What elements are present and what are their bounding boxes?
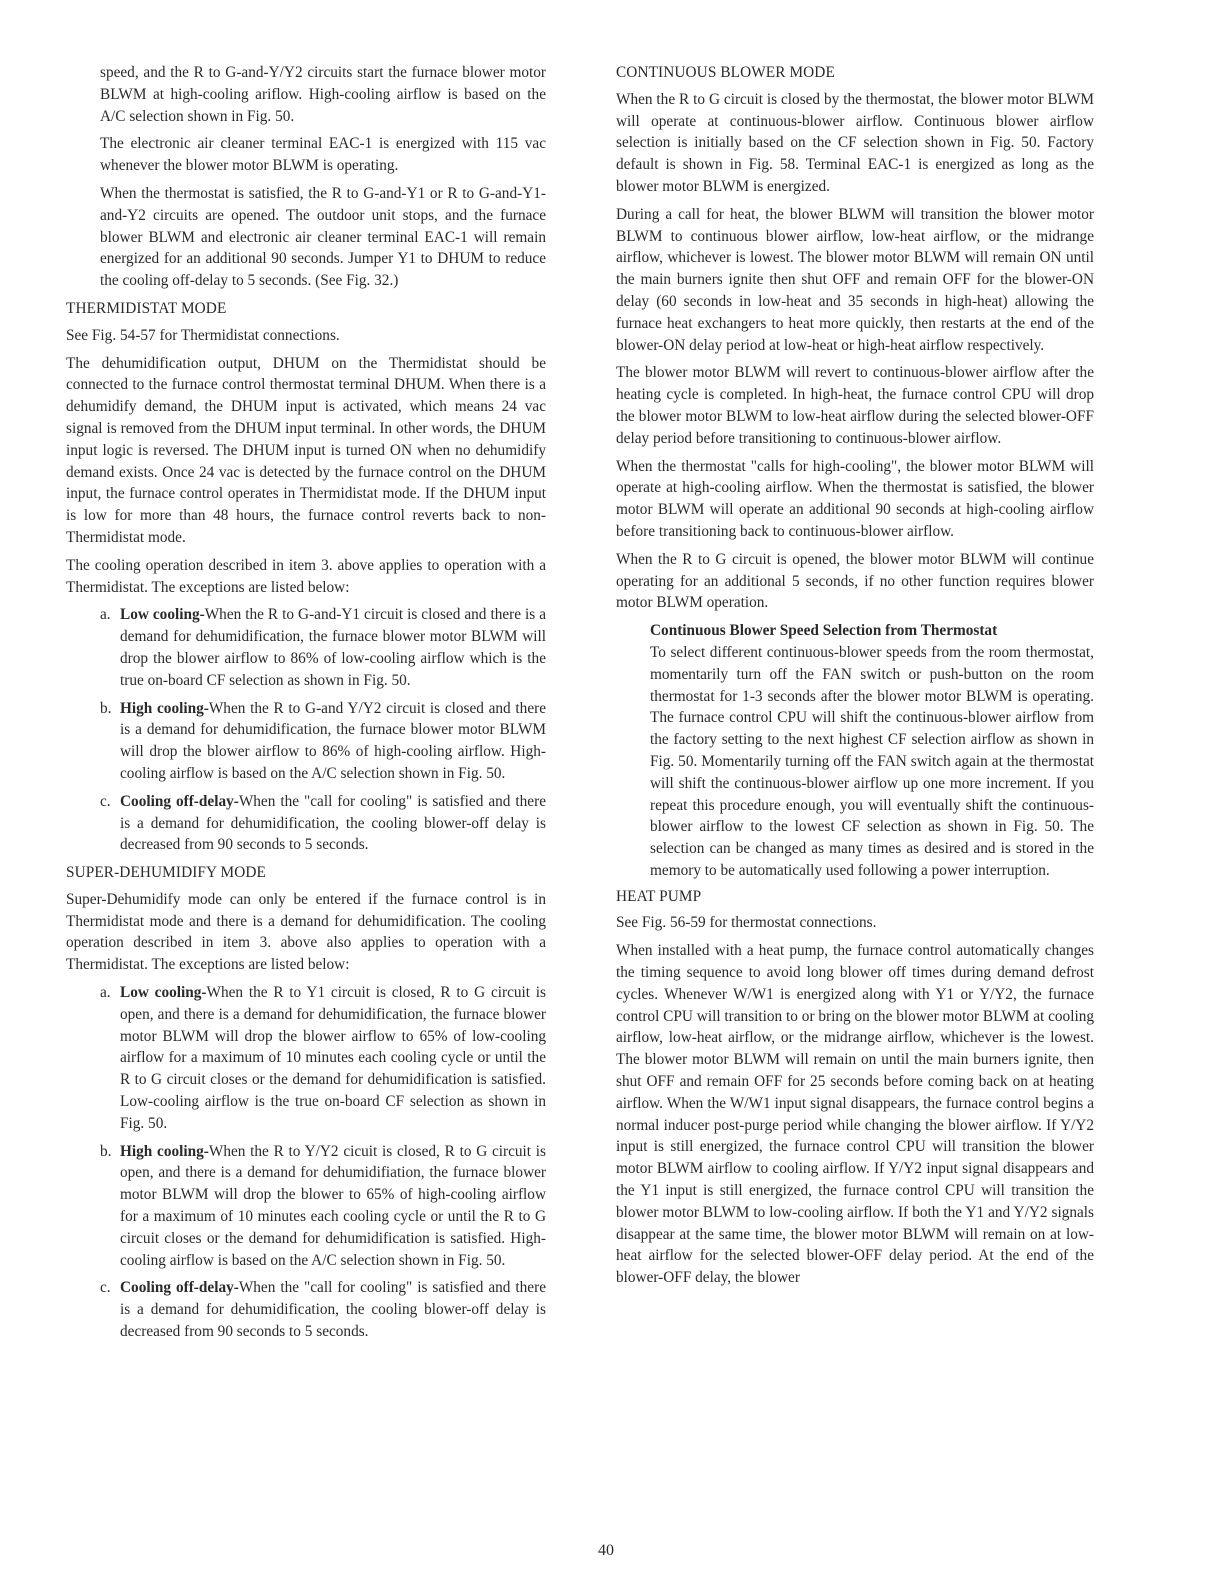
list-item [66,604,546,691]
subsection [616,620,1094,882]
list-item [66,1277,546,1342]
list-item [66,982,546,1135]
paragraph: speed, and the R to G-and-Y/Y2 circuits start the furnace blower motor BLWM at high-cooling ariflow. High-cooling airflow is based on the A/C selection shown in Fig. 50. [100,64,546,125]
list-term: Low cooling- [120,606,205,624]
section-heading-super-dehumidify: SUPER-DEHUMIDIFY MODE [66,864,266,882]
list-term: High cooling- [120,1142,209,1160]
paragraph: The electronic air cleaner terminal EAC-1 is energized with 115 vac whenever the blower motor BLWM is operating. [100,135,546,175]
list-text: When the R to G-and-Y1 circuit is closed and there is a demand for dehumidification, the furnace blower motor BLWM will drop the blower airflow to 86% of low-cooling airflow which is the true on-board CF selection as shown in Fig. 50. [120,606,546,689]
list-text: When the "call for cooling" is satisfied and there is a demand for dehumidification, the cooling blower-off delay is decreased from 90 seconds to 5 seconds. [120,792,546,854]
paragraph: During a call for heat, the blower BLWM will transition the blower motor BLWM to continuous blower airflow, low-heat airflow, or the midrange airflow, whichever is lowest. The blower motor BLWM will remain ON until the main burners ignite then shut OFF and remain OFF for the blower-ON delay (60 seconds in low-heat and 35 seconds in high-heat) allowing the furnace heat exchangers to heat more quickly, then restarts at the end of the blower-ON delay period at low-heat or high-heat airflow respectively. [616,205,1094,354]
list-label: b. [100,699,112,717]
paragraph: When the R to G circuit is opened, the blower motor BLWM will continue operating for an additional 5 seconds, if no other function requires blower motor BLWM operation. [616,550,1094,612]
list-label: b. [100,1142,112,1160]
list-term: Cooling off-delay- [120,792,239,810]
list-text: When the R to Y/Y2 cicuit is closed, R to G circuit is open, and there is a demand for dehumidifiation, the furnace blower motor BLWM will drop the blower to 65% of high-cooling airflow for a maximum of 10 minutes each cooling cycle or until the R to G circuit closes or the demand for dehumidification is satisfied. High-cooling airflow is based on the A/C selection shown in Fig. 50. [120,1142,547,1269]
paragraph: See Fig. 56-59 for thermostat connections. [616,914,877,932]
list-label: a. [100,606,111,624]
left-column [66,62,546,1349]
list-label: c. [100,1279,111,1297]
list-term: Cooling off-delay- [120,1279,239,1297]
subsection-heading: Continuous Blower Speed Selection from Thermostat [650,622,998,640]
paragraph: The cooling operation described in item 3. above applies to operation with a Thermidistat. The exceptions are listed below: [66,556,546,596]
list-text: When the "call for cooling" is satisfied and there is a demand for dehumidification, the cooling blower-off delay is decreased from 90 seconds to 5 seconds. [120,1279,546,1341]
list-text: When the R to G-and Y/Y2 circuit is closed and there is a demand for dehumidification, the furnace blower motor BLWM will drop the blower airflow to 86% of high-cooling airflow. High-cooling airflow is based on the A/C selection shown in Fig. 50. [120,699,546,782]
list-item [66,1141,546,1272]
paragraph: When installed with a heat pump, the furnace control automatically changes the timing sequence to avoid long blower off times during demand defrost cycles. Whenever W/W1 is energized along with Y1 or Y/Y2, the furnace control CPU will transition to or bring on the blower motor BLWM at cooling airflow, low-heat airflow, or the midrange airflow, whichever is the lowest. The blower motor BLWM will remain on until the main burners ignite, then shut OFF and remain OFF for 25 seconds before coming back on at heating airflow. When the W/W1 input signal disappears, the furnace control begins a normal inducer post-purge period while changing the blower airflow. If Y/Y2 input is still energized, the furnace control CPU will transition the blower motor BLWM airflow to cooling airflow. If Y/Y2 input signal disappears and the Y1 input is still energized, the furnace control CPU will transition the blower motor BLWM to low-cooling airflow. If both the Y1 and Y/Y2 signals disappear at the same time, the blower motor BLWM will remain on at low-heat airflow for the selected blower-OFF delay period. At the end of the blower-OFF delay, the blower [616,942,1094,1287]
list-term: High cooling- [120,699,209,717]
section-heading-continuous-blower: CONTINUOUS BLOWER MODE [616,64,835,81]
list-item [66,698,546,785]
list-label: a. [100,984,111,1002]
paragraph: See Fig. 54-57 for Thermidistat connections. [66,326,340,344]
paragraph: Super-Dehumidify mode can only be entered if the furnace control is in Thermidistat mode and there is a demand for dehumidification. The cooling operation described in item 3. above also applies to operation with a Thermidistat. The exceptions are listed below: [66,890,546,974]
right-column [616,62,1094,1295]
list-term: Low cooling- [120,984,207,1002]
subsection-text: To select different continuous-blower speeds from the room thermostat, momentarily turn off the FAN switch or push-button on the room thermostat for 1-3 seconds after the blower motor BLWM is operating. The furnace control CPU will shift the continuous-blower airflow from the factory setting to the next highest CF selection airflow as shown in Fig. 50. Momentarily turning off the FAN switch again at the thermostat will shift the continuous-blower airflow up one more increment. If you repeat this procedure enough, you will eventually shift the continuous-blower airflow to the lowest CF selection as shown in Fig. 50. The selection can be changed as many times as desired and is stored in the memory to be automatically used following a power interruption. [650,643,1094,879]
paragraph: The blower motor BLWM will revert to continuous-blower airflow after the heating cycle is completed. In high-heat, the furnace control CPU will drop the blower motor BLWM to low-heat airflow during the selected blower-OFF delay period before transitioning to continuous-blower airflow. [616,364,1094,447]
paragraph: The dehumidification output, DHUM on the Thermidistat should be connected to the furnace control thermostat terminal DHUM. When there is a dehumidify demand, the DHUM input is activated, which means 24 vac signal is removed from the DHUM input terminal. In other words, the DHUM input logic is reversed. The DHUM input is turned ON when no dehumidify demand exists. Once 24 vac is detected by the furnace control on the DHUM input, the furnace control operates in Thermidistat mode. If the DHUM input is low for more than 48 hours, the furnace control reverts back to non-Thermidistat mode. [66,354,546,546]
list-label: c. [100,792,111,810]
paragraph: When the thermostat "calls for high-cooling", the blower motor BLWM will operate at high-cooling airflow. When the thermostat is satisfied, the blower motor BLWM will operate an additional 90 seconds at high-cooling airflow before transitioning back to continuous-blower airflow. [616,457,1094,540]
paragraph: When the thermostat is satisfied, the R to G-and-Y1 or R to G-and-Y1-and-Y2 circuits are opened. The outdoor unit stops, and the furnace blower BLWM and electronic air cleaner terminal EAC-1 will remain energized for an additional 90 seconds. Jumper Y1 to DHUM to reduce the cooling off-delay to 5 seconds. (See Fig. 32.) [100,184,546,290]
section-heading-thermidistat: THERMIDISTAT MODE [66,299,227,317]
list-text: When the R to Y1 circuit is closed, R to G circuit is open, and there is a demand for dehumidification, the furnace blower motor BLWM will drop the blower airflow to 65% of low-cooling airflow for a maximum of 10 minutes each cooling cycle or until the R to G circuit closes or the demand for dehumidification is satisfied. Low-cooling airflow is the true on-board CF selection as shown in Fig. 50. [120,984,547,1132]
paragraph: When the R to G circuit is closed by the thermostat, the blower motor BLWM will operate at continuous-blower airflow. Continuous blower airflow selection is initially based on the CF selection shown in Fig. 50. Factory default is shown in Fig. 58. Terminal EAC-1 is energized as long as the blower motor BLWM is energized. [616,90,1094,195]
list-item [66,791,546,856]
page-number: 40 [598,1542,614,1559]
section-heading-heat-pump: HEAT PUMP [616,887,702,905]
